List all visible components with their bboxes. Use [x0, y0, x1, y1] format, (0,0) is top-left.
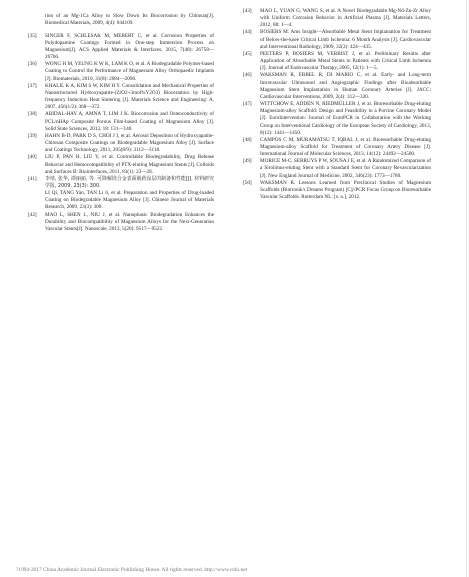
reference-number: [40] [28, 154, 37, 161]
reference-entry [28, 111, 214, 132]
reference-number: [42] [28, 211, 37, 218]
reference-entry [28, 133, 214, 154]
reference-text: WONG H M, YEUNG K W K, LAM K O, et al. A Biodegradable Polymer-based Coating to Control the Performance of Magnesium Alloy Orthopaedic Implants [J]. Biomaterials, 2010, 31(8): 2084—2096. [45, 61, 214, 82]
reference-text: LIU P, PAN H, LIU Y, et al. Controllable Biodegradability, Drug Release Behavior and Hemocompatibility of PTX-eluting Magnesium Stents [J]. Colloids and Surfaces B: Biointerfaces, 2011, 83(1): 23—28. [45, 154, 215, 175]
reference-entry [28, 61, 214, 82]
page-edge [466, 0, 467, 577]
reference-number: [43] [243, 8, 252, 14]
reference-entry [28, 154, 214, 175]
reference-number: [39] [28, 132, 37, 139]
reference-text: WITTCHOW E, ADDEN N, RIEDMÜLLER J, et al. Bioresorbable Drug-eluting Magnesium-alloy Scaffold: Design and Feasibility in a Porcine Coronary Model [J]. EuroIntervention: Journal of EuroPCR in Collaboration with the Working Group on Interventional Cardiology of the European Society of Cardiology, 2013, 8(12): 1441—1450. [260, 101, 431, 136]
reference-text: CAMPOS C M, MURAMATSU T, IQBAL J, et al. Bioresorbable Drug-eluting Magnesium-alloy Scaffold for Treatment of Coronary Artery Disease [J]. International Journal of Molecular Sciences, 2013, 14(12): 24492—24500. [260, 136, 431, 158]
reference-number [28, 190, 45, 211]
reference-number: [45] [243, 50, 252, 57]
left-column [28, 8, 214, 233]
reference-number: [36] [28, 61, 37, 68]
reference-text: WAKSMAN R, ERBEL R, DI MARIO C, et al. Early- and Long-term Intravascular Ultrasound and Angiographic Findings after Bioabsorbable Magnesium Stent Implantation in Human Coronary Arteries [J]. JACC: Cardiovascular Interventions, 2009, 2(4): 312—320. [260, 72, 431, 100]
reference-number: [47] [243, 101, 252, 108]
left-reference-list [28, 33, 214, 233]
reference-entry [28, 176, 214, 190]
reference-text: HAHN B-D, PARK D S, CHOI J J, et al. Aerosol Deposition of Hydroxyapatite-Chitosan Composite Coatings on Biodegradable Magnesium Alloy [J]. Surface and Coatings Technology, 2011, 205(8/9): 3112—3118. [45, 132, 214, 154]
right-reference-list [243, 8, 431, 201]
reference-entry [243, 8, 431, 29]
reference-entry [28, 190, 214, 211]
reference-continuation: tion of an Mg-1Ca Alloy to Slow Down Its Biocorrosion by Chitosan[J]. Biomedical Materials, 2009, 4(4): 044109. [45, 13, 214, 27]
reference-text: LI Qi, TANG Yan, TAN Li li, et al. Preparation and Properties of Drug-loaded Coating on Biodegradable Magnesium Alloy [J]. Chinese Journal of Materials Research, 2009, 23(3): 300. [45, 190, 214, 211]
reference-number: [37] [28, 82, 37, 89]
reference-entry [243, 72, 431, 101]
reference-number: [50] [243, 179, 252, 186]
reference-text: MORICE M-C, SERRUYS P W, SOUSA J E, et al. A Randomized Comparison of a Sirolimus-eluting Stent with a Standard Stent for Coronary Revascularization [J]. New England Journal of Medicine, 2002, 346(23): 1773—1780. [260, 158, 431, 179]
reference-text: MAO L, SHEN L, NIU J, et al. Nanophasic Biodegradation Enhances the Durability and Biocompatibility of Magnesium Alloys for the Next-Generation Vascular Stents[J]. Nanoscale, 2013, 5(20): 9517—9522. [45, 211, 214, 232]
reference-entry [243, 137, 431, 158]
reference-entry [243, 51, 431, 72]
reference-number: [35] [28, 32, 37, 39]
reference-number: [49] [243, 158, 252, 165]
reference-entry [243, 158, 431, 179]
reference-text: ABIDAL-HAY A, AMNA T, LIM J K. Biocorrosion and Osteoconductivity of PCL/nHAp Composite Porous Film-based Coating of Magnesium Alloy [J]. Solid State Sciences, 2013, 18: 131—140. [45, 111, 214, 132]
reference-entry [28, 83, 214, 112]
reference-number: [41] [28, 175, 37, 182]
reference-number: [38] [28, 111, 37, 118]
reference-entry [243, 180, 431, 201]
reference-entry [28, 33, 214, 62]
reference-text: PEETERS P, BOSIERS M, VERBIST J, et al. Preliminary Results after Application of Absorbable Metal Stents in Patients with Critical Limb Ischemia [J]. Journal of Endovascular Therapy, 2005, 12(1): 1—5. [260, 50, 431, 72]
reference-entry [243, 29, 431, 50]
reference-entry [243, 101, 431, 137]
reference-text: KHALIL K A, KIM S W, KIM H Y. Consolidation and Mechanical Properties of Nanostructured Hydroxyapatite-(ZrO2+3mol%Y2O3) Bioceramics by High-frequency Induction Heat Sintering [J]. Materials Science and Engineering: A, 2007, 456(1/2): 368—372. [45, 82, 214, 111]
reference-text: WAKSMAN R. Lessons Learned from Preclinical Studies of Magnesium Scaffolds (Biotronik's Dreams Program) [C]//PCR Focus Group on Bioresorbable Vascular Scaffolds. Rotterdam NL: [s. n.], 2012. [260, 179, 431, 201]
copyright-footer: ?1994-2017 China Academic Journal Electronic Publishing House. All rights reserved. http://www.cnki.net [16, 567, 248, 573]
right-column [243, 8, 431, 201]
reference-number: [48] [243, 136, 252, 143]
reference-text: SINGER F, SCHLESAK M, MEBERT C, et al. Corrosion Properties of Polydopamine Coatings Formed in One-step Immersion Process on Magnesium[J]. ACS Applied Materials & Interfaces, 2015, 7(48): 26758—26766. [45, 32, 214, 61]
reference-text: MAO L, YUAN G, WANG S, et al. A Novel Biodegradable Mg-Nd-Zn-Zr Alloy with Uniform Corrosion Behavior in Artificial Plasma [J]. Materials Letters, 2012, 88: 1—4. [260, 8, 431, 29]
reference-number: [44] [243, 29, 252, 36]
reference-text: BOSIERS M. Ams Insight—Absorbable Metal Stent Implantation for Treatment of Below-the-knee Critical Limb Ischemia: 6 Month Analysis [J]. Cardiovascular and Interventional Radiology, 2009, 32(3): 424—435. [260, 29, 431, 50]
reference-number: [46] [243, 72, 252, 79]
reference-text: 李靖, 张华, 谭丽丽, 等. 可降解镁合金表面载药涂层的制备和性能[J]. 材料研究学报, 2009, 23(3): 300. [45, 175, 214, 189]
reference-entry [28, 212, 214, 233]
